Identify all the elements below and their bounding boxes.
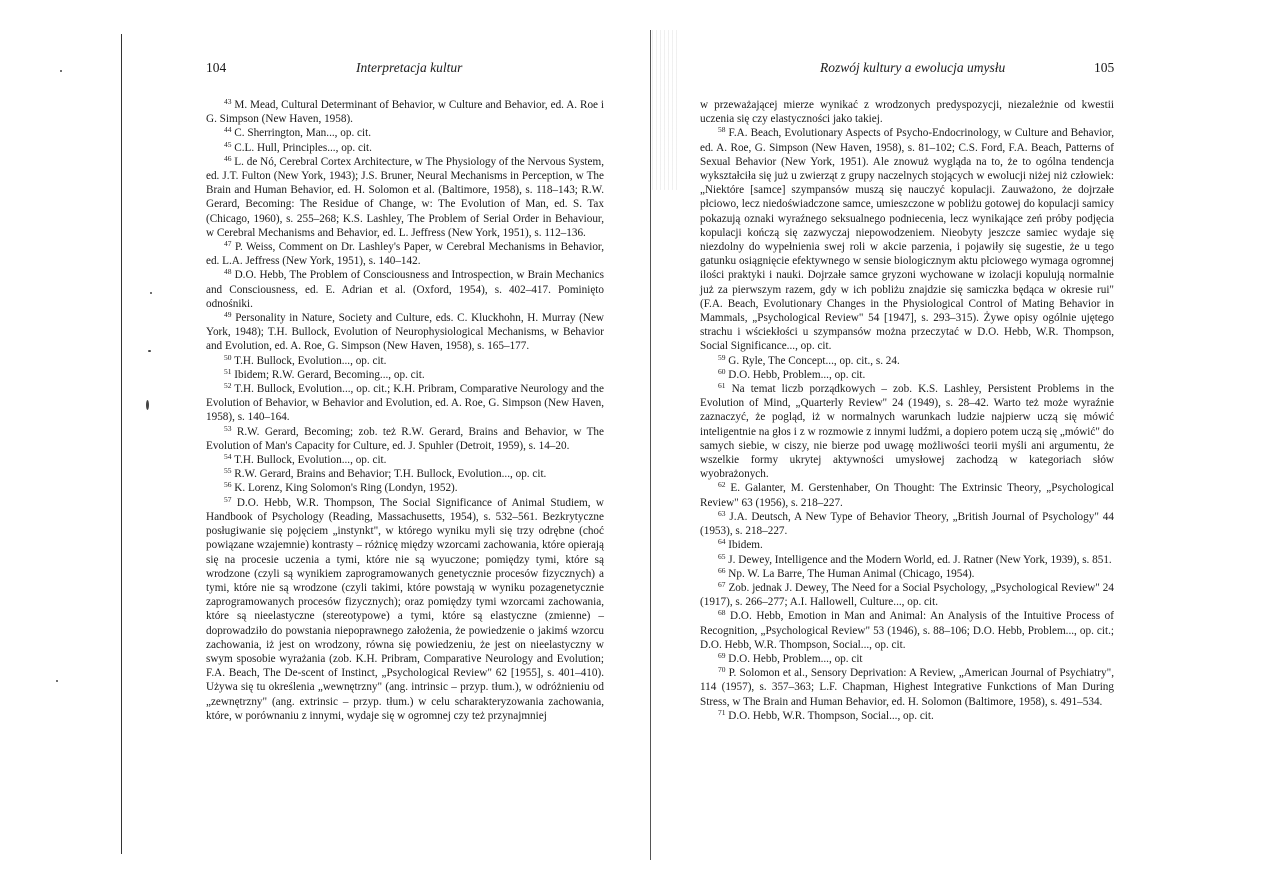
footnote-text: T.H. Bullock, Evolution..., op. cit. xyxy=(231,354,387,367)
footnote-text: Ibidem; R.W. Gerard, Becoming..., op. cit. xyxy=(231,368,425,381)
footnote xyxy=(700,652,1114,666)
footnote-text: P. Solomon et al., Sensory Deprivation: A Review, „American Journal of Psychiatry", 114 (1957), s. 357–363; L.F. Chapman, Highest Integrative Funkctions of Man During Stress, w The Brain and Human Behavior, ed. H. Solomon (Baltimore, 1958), s. 491–534. xyxy=(700,667,1114,708)
footnote xyxy=(206,467,604,481)
running-title: Rozwój kultury a ewolucja umysłu xyxy=(820,60,1006,75)
footnote-text: T.H. Bullock, Evolution..., op. cit. xyxy=(231,454,387,467)
footnote xyxy=(206,496,604,723)
footnote xyxy=(700,581,1114,609)
continued-note-text: w przeważającej mierze wynikać z wrodzonych predyspozycji, niezależnie od kwestii uczenia się czy elastyczności jako takiej. xyxy=(700,99,1114,126)
footnote-number: 65 xyxy=(718,551,726,561)
footnote-number: 69 xyxy=(718,650,726,660)
footnote-text: D.O. Hebb, Problem..., op. cit xyxy=(725,652,863,665)
footnote xyxy=(206,98,604,126)
footnote-number: 55 xyxy=(224,466,232,476)
footnote-number: 46 xyxy=(224,153,232,163)
footnote-text: D.O. Hebb, The Problem of Consciousness and Introspection, w Brain Mechanics and Consciousness, ed. E. Adrian et al. (Oxford, 1954), s. 402–417. Pominięto odnośniki. xyxy=(206,269,604,310)
footnote-number: 43 xyxy=(224,97,232,106)
footnote xyxy=(206,481,604,495)
footnote xyxy=(700,553,1114,567)
footnote-number: 58 xyxy=(718,125,726,135)
footnote xyxy=(700,354,1114,368)
page-number: 104 xyxy=(206,60,227,75)
footnote-text: T.H. Bullock, Evolution..., op. cit.; K.H. Pribram, Comparative Neurology and the Evolution of Behavior, w Behavior and Evolution, ed. A. Roe, G. Simpson (New Haven, 1958), s. 140–164. xyxy=(206,383,604,424)
footnote-number: 64 xyxy=(718,537,726,547)
footnote-text: M. Mead, Cultural Determinant of Behavior, w Culture and Behavior, ed. A. Roe i G. Simpson (New Haven, 1958). xyxy=(206,99,604,126)
footnote-text: Personality in Nature, Society and Culture, eds. C. Kluckhohn, H. Murray (New York, 1948); T.H. Bullock, Evolution of Neurophysiological Mechanisms, w Behavior and Evolution, ed. A. Roe, G. Simpson (New Haven, 1958), s. 165–177. xyxy=(206,312,604,353)
running-title: Interpretacja kultur xyxy=(356,60,463,75)
footnotes xyxy=(700,98,1114,723)
footnote-number: 52 xyxy=(224,381,232,391)
footnote-text: Np. W. La Barre, The Human Animal (Chicago, 1954). xyxy=(725,567,975,580)
footnote-text: G. Ryle, The Concept..., op. cit., s. 24. xyxy=(725,354,900,367)
footnote-text: J. Dewey, Intelligence and the Modern World, ed. J. Ratner (New York, 1939), s. 851. xyxy=(725,553,1112,566)
footnote-number: 60 xyxy=(718,366,726,376)
footnote-text: Na temat liczb porządkowych – zob. K.S. Lashley, Persistent Problems in the Evolution of Mind, „Quarterly Review" 24 (1949), s. 28–42. Warto też może wyraźnie zaznaczyć, że pogląd, iż w normalnych warunkach ludzie najpierw uczą się mówić inteligentnie na głos i z w rozmowie z innymi ludźmi, a dopiero potem uczą się „mówić" do samych siebie, w ciszy, nie bierze pod uwagę możliwości teorii myśli ani argumentu, że wszelkie formy ukrytej aktywności umysłowej zachodzą w kategoriach słów wyobrażonych. xyxy=(700,383,1114,481)
footnote xyxy=(700,382,1114,481)
footnote xyxy=(206,155,604,240)
footnote-number: 59 xyxy=(718,352,726,362)
footnote xyxy=(700,709,1114,723)
footnote-number: 56 xyxy=(224,480,232,490)
footnote-number: 66 xyxy=(718,565,726,575)
footnote xyxy=(206,141,604,155)
footnote-text: D.O. Hebb, W.R. Thompson, The Social Significance of Animal Studiem, w Handbook of Psychology (Reading, Massachusetts, 1954), s. 532–561. Bezkrytyczne posługiwanie się pojęciem „instynkt", w którego wyniku myli się trzy odrębne (choć powiązane wzajemnie) kontrasty – różnicę między wzorcami zachowania, które opierają się na procesie uczenia a tymi, które nie są wyuczone; pomiędzy tymi, które są wrodzone (czyli są wynikiem zaprogramowanych genetycznie procesów fizycznych) a tymi, które nie są wrodzone (czyli takimi, które powstają w wyniku pozagenetycznie zaprogramowanych procesów fizycznych); oraz pomiędzy tymi wzorcami zachowania, które są nieelastyczne (stereotypowe) a tymi, które są elastyczne (zmienne) – doprowadziło do powstania niepoprawnego założenia, że powiedzenie o jakimś wzorcu zachowania, iż jest on wrodzony, równa się powiedzeniu, że jest on nieelastyczny w swym sposobie wyrażania (zob. K.H. Pribram, Comparative Neurology and Evolution; F.A. Beach, The De-scent of Instinct, „Psychological Review" 62 [1955], s. 401–410). Używa się tu określenia „wewnętrzny" (ang. intrinsic – przyp. tłum.), w odróżnieniu od „zewnętrzny" (ang. extrinsic – przyp. tłum.) w celu scharakteryzowania zachowania, które, w porównaniu z innymi, wydaje się w ogromnej czy też przynajmniej xyxy=(206,496,604,722)
footnote-number: 51 xyxy=(224,366,232,376)
footnote xyxy=(700,567,1114,581)
footnote-number: 47 xyxy=(224,239,232,249)
footnote xyxy=(206,268,604,311)
footnote-text: J.A. Deutsch, A New Type of Behavior Theory, „British Journal of Psychology" 44 (1953), s. 218–227. xyxy=(700,510,1114,538)
footnote xyxy=(700,538,1114,552)
footnote-number: 54 xyxy=(224,452,232,462)
footnote xyxy=(206,311,604,354)
footnote-text: D.O. Hebb, Problem..., op. cit. xyxy=(725,368,866,381)
footnote-text: C. Sherrington, Man..., op. cit. xyxy=(231,127,372,140)
footnote xyxy=(206,368,604,382)
footnote-number: 68 xyxy=(718,608,726,618)
footnote xyxy=(700,609,1114,652)
footnote-text: R.W. Gerard, Becoming; zob. też R.W. Gerard, Brains and Behavior, w The Evolution of Man's Capacity for Culture, ed. J. Spuhler (Detroit, 1959), s. 14–20. xyxy=(206,425,604,452)
footnote-number: 63 xyxy=(718,508,726,518)
footnote xyxy=(206,126,604,140)
right-page xyxy=(640,0,1262,894)
footnote xyxy=(700,481,1114,509)
footnote-number: 61 xyxy=(718,381,726,391)
footnote-number: 50 xyxy=(224,352,232,362)
footnote-text: P. Weiss, Comment on Dr. Lashley's Paper, w Cerebral Mechanisms in Behavior, ed. L.A. Jeffress (New York, 1951), s. 140–142. xyxy=(206,241,604,268)
footnotes xyxy=(206,98,604,723)
footnote xyxy=(700,666,1114,709)
footnote xyxy=(700,368,1114,382)
footnote-number: 44 xyxy=(224,125,232,135)
footnote-text: Zob. jednak J. Dewey, The Need for a Social Psychology, „Psychological Review" 24 (1917), s. 266–277; A.I. Hallowell, Culture..., op. cit. xyxy=(700,581,1114,609)
footnote xyxy=(206,382,604,425)
footnote-text: E. Galanter, M. Gerstenhaber, On Thought: The Extrinsic Theory, „Psychological Review" 63 (1956), s. 218–227. xyxy=(700,482,1114,509)
footnote-number: 45 xyxy=(224,139,232,149)
footnote-text: R.W. Gerard, Brains and Behavior; T.H. Bullock, Evolution..., op. cit. xyxy=(231,468,547,481)
footnote xyxy=(700,510,1114,538)
footnote-text: K. Lorenz, King Solomon's Ring (Londyn, 1952). xyxy=(231,482,458,495)
page-number: 105 xyxy=(1094,60,1115,75)
footnote-text: D.O. Hebb, Emotion in Man and Animal: An Analysis of the Intuitive Process of Recognition, „Psychological Review" 53 (1946), s. 88–106; D.O. Hebb, Problem..., op. cit.; D.O. Hebb, W.R. Thompson, Social..., op. cit. xyxy=(700,610,1114,651)
footnote xyxy=(206,354,604,368)
footnote-text: C.L. Hull, Principles..., op. cit. xyxy=(231,141,372,154)
footnote-number: 49 xyxy=(224,310,232,320)
footnote-text: F.A. Beach, Evolutionary Aspects of Psycho-Endocrinology, w Culture and Behavior, ed. A. Roe, G. Simpson (New Haven, 1958), s. 81–102; C.S. Ford, F.A. Beach, Patterns of Sexual Behavior (New York, 1951). Ale znowuż wygląda na to, że to ogólna tendencja wykształciła się już u zwierząt z grupy naczelnych stojących w ewolucji niżej niż człowiek: „Niektóre [samce] szympansów muszą się nauczyć kopulacji. Zauważono, że dojrzałe płciowo, lecz niedoświadczone samce, umieszczone w pobliżu gotowej do kopulacji samicy pokazują oznaki wyraźnego seksualnego podniecenia, lecz wynikające zeń próby podjęcia kopulacji kończą się zazwyczaj niepowodzeniem. Nieobyty jeszcze samiec wydaje się niezdolny do wypełnienia swej roli w akcie parzenia, i pojawiły się sugestie, że u tego gatunku osiągnięcie efektywnego w sensie biologicznym aktu płciowego wymaga ogromnej ilości praktyki i nauki. Dojrzałe samce gryzoni wychowane w izolacji kopulują normalnie już za pierwszym razem, gdy w ich pobliżu znajdzie się samiczka będąca w okresie rui" (F.A. Beach, Evolutionary Changes in the Physiological Control of Mating Behavior in Mammals, „Psychological Review" 54 [1947], s. 293–315). Żywe opisy ogólnie ujętego strachu i wściekłości u szympansów można przeczytać w D.O. Hebb, W.R. Thompson, Social Significance..., op. cit. xyxy=(700,127,1114,353)
footnote-number: 48 xyxy=(224,267,232,277)
footnote-number: 53 xyxy=(224,423,232,433)
footnote-number: 70 xyxy=(718,665,726,675)
footnote-number: 67 xyxy=(718,579,726,589)
footnote-number: 62 xyxy=(718,480,726,490)
footnote-text: L. de Nó, Cerebral Cortex Architecture, w The Physiology of the Nervous System, ed. J.T. Fulton (New York, 1943); J.S. Bruner, Neural Mechanisms in Perception, w The Brain and Human Behavior, ed. H. Solomon et al. (Baltimore, 1958), s. 118–143; R.W. Gerard, Becoming: The Residue of Change, w: The Evolution of Man, ed. S. Tax (Chicago, 1960), s. 255–268; K.S. Lashley, The Problem of Serial Order in Behaviour, w Cerebral Mechanisms and Behavior, ed. L. Jeffress (New York, 1951), s. 112–136. xyxy=(206,155,604,239)
footnote-text: D.O. Hebb, W.R. Thompson, Social..., op. cit. xyxy=(725,709,934,722)
footnote-text: Ibidem. xyxy=(725,539,763,552)
footnote-number: 71 xyxy=(718,707,726,717)
footnote-number: 57 xyxy=(224,494,232,504)
footnote xyxy=(206,453,604,467)
footnote xyxy=(206,240,604,268)
footnote xyxy=(206,425,604,453)
footnote xyxy=(700,126,1114,353)
